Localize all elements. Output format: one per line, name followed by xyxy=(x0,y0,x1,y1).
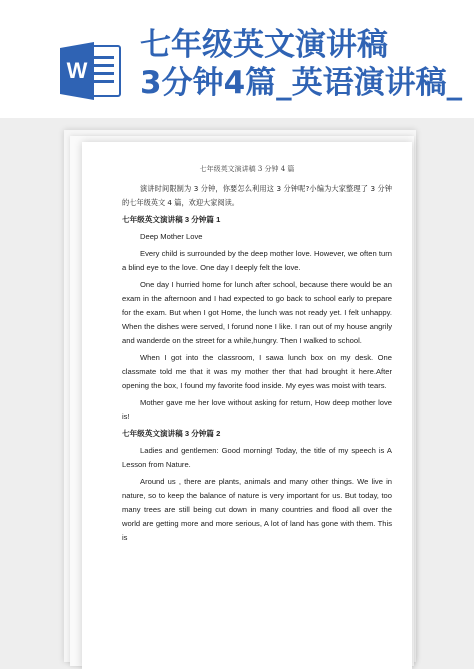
paragraph: Ladies and gentlemen: Good morning! Today, the title of my speech is A Lesson from Nature. xyxy=(122,446,392,469)
section-heading-1: 七年级英文演讲稿 3 分钟篇 1 xyxy=(122,215,221,224)
paragraph: Mother gave me her love without asking for return, How deep mother love is! xyxy=(122,398,392,421)
paragraph: Around us , there are plants, animals and many other things. We live in nature, so to keep the balance of nature is very important for us. But today, too many trees are still being cut down in many countries and flood all over the world are getting more and more serious, A lot of land has gone with them. This is xyxy=(122,477,392,542)
document-page xyxy=(82,142,412,669)
document-header: 七年级英文演讲稿 3 分钟 4 篇 xyxy=(199,165,295,173)
intro-paragraph: 演讲时间限制为 3 分钟，你要怎么利用这 3 分钟呢?小编为大家整理了 3 分钟的七年级英文 4 篇，欢迎大家阅读。 xyxy=(122,184,392,207)
paragraph: Every child is surrounded by the deep mother love. However, we often turn a blind eye to the love. One day I deeply felt the love. xyxy=(122,249,392,272)
section-heading-2: 七年级英文演讲稿 3 分钟篇 2 xyxy=(122,429,221,438)
essay-title: Deep Mother Love xyxy=(140,232,203,241)
document-body xyxy=(122,182,392,548)
page-title xyxy=(140,26,470,102)
title-line-1: 七年级英文演讲稿 xyxy=(140,27,388,63)
paragraph: When I got into the classroom, I sawa lunch box on my desk. One classmate told me that it was my mother ther that had brought it here.After opening the box, I found my favorite food inside. My eyes was moist with tears. xyxy=(122,353,392,390)
paragraph: One day I hurried home for lunch after school, because there would be an exam in the afternoon and I had expected to go back to school early to prepare for the exam. But when I got Home, the lunch was not ready yet. I felt unhappy. When the dishes were served, I forund none I like. I ran out of my house angrily and wanderde on the street for a while,hungry. Then I walked to school. xyxy=(122,280,392,345)
word-icon-letter: W xyxy=(66,58,88,83)
title-banner xyxy=(0,0,474,118)
title-line-2: 3分钟4篇_英语演讲稿_ xyxy=(140,65,463,101)
word-doc-icon xyxy=(58,40,122,102)
